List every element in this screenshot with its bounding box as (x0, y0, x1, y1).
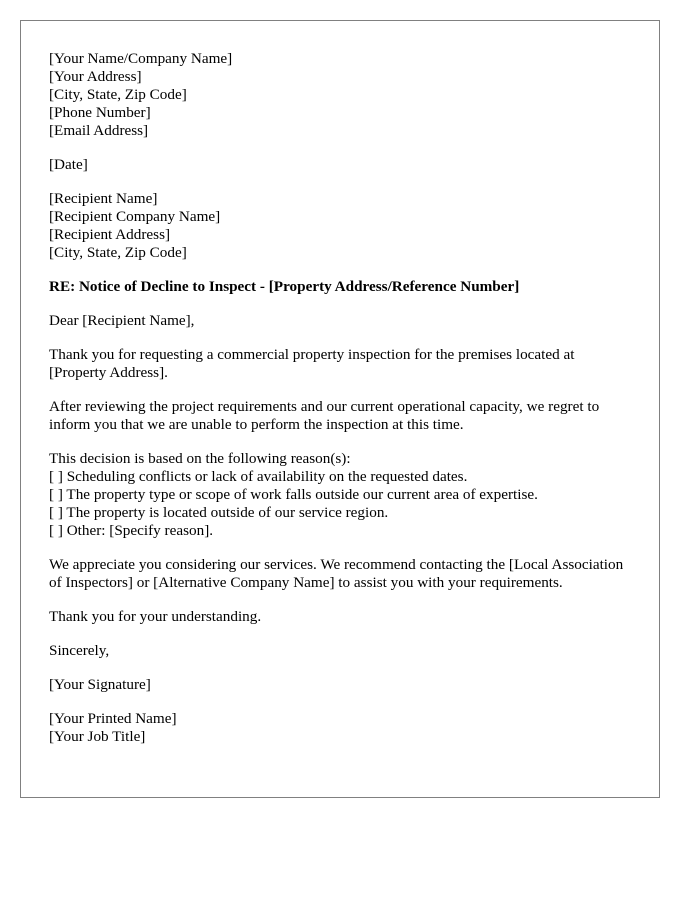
sender-name: [Your Name/Company Name] (49, 50, 233, 67)
body-paragraph-2: After reviewing the project requirements and our current operational capacity, we regret to inform you that we are unable to perform the inspection at this time. (49, 398, 600, 433)
letter-page (20, 20, 660, 798)
recipient-city-state-zip: [City, State, Zip Code] (49, 244, 187, 261)
reasons-intro: This decision is based on the following reason(s): (49, 450, 351, 467)
reason-item: [ ] The property is located outside of our service region. (49, 504, 389, 521)
recipient-block (49, 190, 631, 262)
subject-line: RE: Notice of Decline to Inspect - [Property Address/Reference Number] (49, 278, 520, 295)
sender-address: [Your Address] (49, 68, 142, 85)
sender-block (49, 50, 631, 140)
printed-name: [Your Printed Name] (49, 710, 177, 727)
signoff-block (49, 710, 631, 746)
sender-phone: [Phone Number] (49, 104, 151, 121)
reasons-block (49, 450, 631, 540)
reason-item: [ ] Other: [Specify reason]. (49, 522, 214, 539)
body-paragraph-4: Thank you for your understanding. (49, 608, 262, 625)
reason-item: [ ] The property type or scope of work falls outside our current area of expertise. (49, 486, 538, 503)
recipient-address: [Recipient Address] (49, 226, 171, 243)
letter-date: [Date] (49, 156, 88, 173)
salutation: Dear [Recipient Name], (49, 312, 195, 329)
reason-item: [ ] Scheduling conflicts or lack of availability on the requested dates. (49, 468, 468, 485)
job-title: [Your Job Title] (49, 728, 146, 745)
date-block (49, 156, 631, 174)
body-paragraph-1: Thank you for requesting a commercial property inspection for the premises located at [Property Address]. (49, 346, 575, 381)
sender-email: [Email Address] (49, 122, 149, 139)
sender-city-state-zip: [City, State, Zip Code] (49, 86, 187, 103)
recipient-company: [Recipient Company Name] (49, 208, 221, 225)
signature: [Your Signature] (49, 676, 151, 693)
body-paragraph-3: We appreciate you considering our services. We recommend contacting the [Local Association of Inspectors] or [Alternative Company Name] to assist you with your requirements. (49, 556, 624, 591)
recipient-name: [Recipient Name] (49, 190, 158, 207)
closing: Sincerely, (49, 642, 110, 659)
